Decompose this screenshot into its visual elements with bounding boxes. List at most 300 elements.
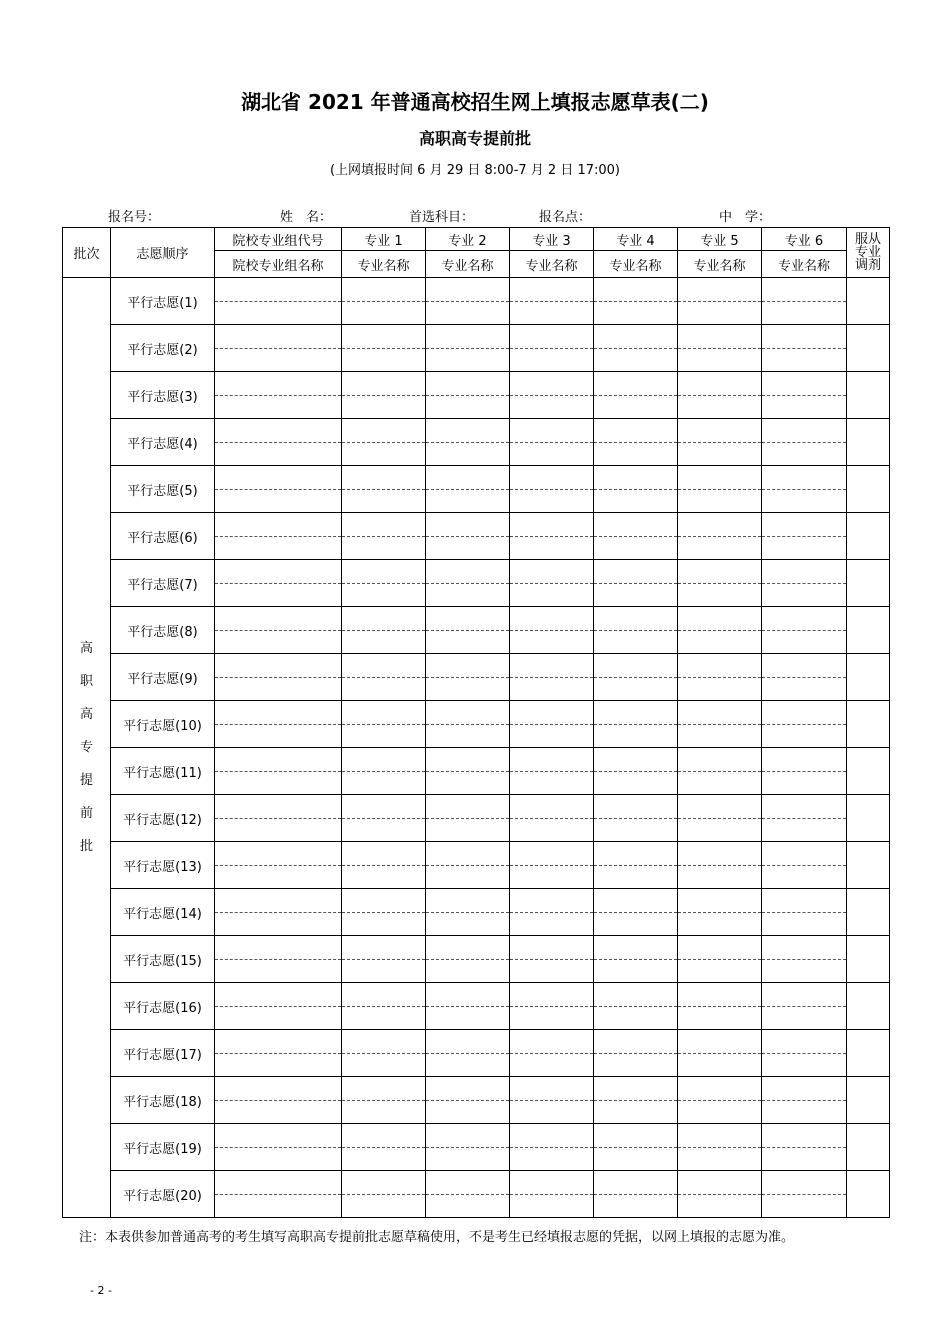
batch-char: 前 (79, 806, 93, 821)
major-entry-cell[interactable] (342, 1171, 426, 1218)
adjustment-cell[interactable] (847, 325, 890, 372)
major-entry-cell[interactable] (594, 1171, 678, 1218)
entry-area (678, 278, 761, 324)
major-entry-cell[interactable] (510, 748, 594, 795)
entry-area (215, 654, 341, 700)
major-entry-cell[interactable] (510, 419, 594, 466)
divider (678, 442, 761, 443)
major-entry-cell[interactable] (426, 1030, 510, 1077)
adjustment-cell[interactable] (847, 936, 890, 983)
entry-area (594, 842, 677, 888)
major-entry-cell[interactable] (678, 795, 762, 842)
major-entry-cell[interactable] (762, 1171, 847, 1218)
adjustment-cell[interactable] (847, 466, 890, 513)
adjustment-cell[interactable] (847, 1171, 890, 1218)
major-entry-cell[interactable] (510, 325, 594, 372)
major-3-header: 专业 3 (510, 228, 594, 251)
divider (342, 536, 425, 537)
adjustment-cell[interactable] (847, 748, 890, 795)
entry-area (678, 983, 761, 1029)
divider (678, 1053, 761, 1054)
divider (342, 1100, 425, 1101)
entry-area (762, 278, 846, 324)
major-entry-cell[interactable] (426, 842, 510, 889)
entry-area (426, 795, 509, 841)
table-row (63, 1077, 890, 1124)
entry-area (426, 607, 509, 653)
entry-area (762, 466, 846, 512)
major-entry-cell[interactable] (762, 1030, 847, 1077)
entry-area (594, 983, 677, 1029)
major-5-header: 专业 5 (678, 228, 762, 251)
divider (342, 1006, 425, 1007)
major-entry-cell[interactable] (762, 466, 847, 513)
major-entry-cell[interactable] (594, 795, 678, 842)
major-entry-cell[interactable] (762, 1077, 847, 1124)
divider (215, 959, 341, 960)
major-entry-cell[interactable] (426, 607, 510, 654)
group-entry-cell[interactable] (215, 1077, 342, 1124)
adjustment-cell[interactable] (847, 842, 890, 889)
entry-area (594, 889, 677, 935)
divider (594, 1053, 677, 1054)
major-entry-cell[interactable] (678, 372, 762, 419)
entry-area (678, 654, 761, 700)
divider (215, 630, 341, 631)
entry-area (510, 325, 593, 371)
major-entry-cell[interactable] (510, 560, 594, 607)
divider (510, 865, 593, 866)
entry-area (678, 513, 761, 559)
group-entry-cell[interactable] (215, 983, 342, 1030)
major-entry-cell[interactable] (594, 1030, 678, 1077)
divider (342, 1194, 425, 1195)
group-entry-cell[interactable] (215, 701, 342, 748)
group-entry-cell[interactable] (215, 1171, 342, 1218)
entry-area (762, 701, 846, 747)
adjustment-cell[interactable] (847, 983, 890, 1030)
major-entry-cell[interactable] (510, 1124, 594, 1171)
entry-area (678, 1171, 761, 1217)
major-entry-cell[interactable] (426, 372, 510, 419)
divider (342, 959, 425, 960)
adjustment-header (847, 228, 890, 278)
group-entry-cell[interactable] (215, 936, 342, 983)
major-entry-cell[interactable] (510, 278, 594, 325)
divider (762, 1147, 846, 1148)
order-label: 平行志愿(3) (111, 372, 215, 419)
group-entry-cell[interactable] (215, 560, 342, 607)
entry-area (762, 654, 846, 700)
divider (426, 1100, 509, 1101)
major-entry-cell[interactable] (762, 607, 847, 654)
form-subtitle: 高职高专提前批 (418, 129, 531, 148)
group-name-header: 院校专业组名称 (215, 251, 342, 278)
adjustment-cell[interactable] (847, 795, 890, 842)
major-entry-cell[interactable] (678, 936, 762, 983)
order-header: 志愿顺序 (111, 228, 215, 278)
entry-area (594, 748, 677, 794)
major-6-header: 专业 6 (762, 228, 847, 251)
divider (342, 912, 425, 913)
major-entry-cell[interactable] (342, 372, 426, 419)
divider (426, 677, 509, 678)
divider (215, 395, 341, 396)
entry-area (342, 842, 425, 888)
order-label: 平行志愿(12) (111, 795, 215, 842)
major-entry-cell[interactable] (678, 513, 762, 560)
major-entry-cell[interactable] (594, 372, 678, 419)
major-entry-cell[interactable] (426, 701, 510, 748)
adjustment-cell[interactable] (847, 1030, 890, 1077)
major-entry-cell[interactable] (342, 419, 426, 466)
adjustment-cell[interactable] (847, 419, 890, 466)
entry-area (426, 983, 509, 1029)
major-entry-cell[interactable] (510, 654, 594, 701)
major-entry-cell[interactable] (342, 701, 426, 748)
divider (594, 630, 677, 631)
major-entry-cell[interactable] (762, 372, 847, 419)
table-row (63, 419, 890, 466)
entry-area (215, 466, 341, 512)
major-entry-cell[interactable] (594, 654, 678, 701)
major-entry-cell[interactable] (762, 654, 847, 701)
major-entry-cell[interactable] (342, 1030, 426, 1077)
major-entry-cell[interactable] (594, 513, 678, 560)
submission-time-note: (上网填报时间 6 月 29 日 8:00-7 月 2 日 17:00) (329, 163, 621, 178)
entry-area (678, 795, 761, 841)
major-entry-cell[interactable] (678, 1124, 762, 1171)
header-row-top (63, 228, 890, 251)
major-entry-cell[interactable] (762, 842, 847, 889)
major-entry-cell[interactable] (426, 560, 510, 607)
major-entry-cell[interactable] (678, 325, 762, 372)
major-entry-cell[interactable] (426, 513, 510, 560)
entry-area (594, 936, 677, 982)
divider (594, 677, 677, 678)
adjustment-cell[interactable] (847, 889, 890, 936)
group-entry-cell[interactable] (215, 748, 342, 795)
major-entry-cell[interactable] (594, 466, 678, 513)
major-entry-cell[interactable] (678, 654, 762, 701)
major-entry-cell[interactable] (510, 372, 594, 419)
entry-area (342, 983, 425, 1029)
major-entry-cell[interactable] (762, 889, 847, 936)
major-entry-cell[interactable] (678, 607, 762, 654)
divider (342, 1053, 425, 1054)
major-entry-cell[interactable] (678, 748, 762, 795)
major-entry-cell[interactable] (762, 795, 847, 842)
order-label: 平行志愿(17) (111, 1030, 215, 1077)
divider (762, 583, 846, 584)
divider (762, 959, 846, 960)
batch-header: 批次 (63, 228, 111, 278)
divider (426, 630, 509, 631)
group-entry-cell[interactable] (215, 795, 342, 842)
entry-area (342, 936, 425, 982)
entry-area (678, 607, 761, 653)
major-entry-cell[interactable] (678, 1171, 762, 1218)
major-entry-cell[interactable] (342, 278, 426, 325)
divider (342, 818, 425, 819)
divider (215, 348, 341, 349)
adjustment-cell[interactable] (847, 278, 890, 325)
group-entry-cell[interactable] (215, 654, 342, 701)
major-entry-cell[interactable] (510, 1030, 594, 1077)
divider (510, 1006, 593, 1007)
divider (215, 442, 341, 443)
divider (215, 771, 341, 772)
major-entry-cell[interactable] (594, 983, 678, 1030)
entry-area (678, 889, 761, 935)
entry-area (426, 419, 509, 465)
major-entry-cell[interactable] (510, 466, 594, 513)
divider (342, 583, 425, 584)
adjustment-cell[interactable] (847, 654, 890, 701)
order-label: 平行志愿(15) (111, 936, 215, 983)
major-entry-cell[interactable] (678, 419, 762, 466)
divider (342, 724, 425, 725)
major-entry-cell[interactable] (342, 748, 426, 795)
divider (678, 1006, 761, 1007)
major-entry-cell[interactable] (762, 419, 847, 466)
divider (510, 912, 593, 913)
divider (215, 536, 341, 537)
major-entry-cell[interactable] (426, 466, 510, 513)
entry-area (510, 607, 593, 653)
divider (215, 1053, 341, 1054)
table-row (63, 654, 890, 701)
major-entry-cell[interactable] (342, 1077, 426, 1124)
entry-area (510, 654, 593, 700)
major-entry-cell[interactable] (594, 1077, 678, 1124)
major-entry-cell[interactable] (342, 842, 426, 889)
divider (510, 818, 593, 819)
major-entry-cell[interactable] (426, 936, 510, 983)
entry-area (678, 701, 761, 747)
divider (678, 348, 761, 349)
divider (594, 818, 677, 819)
major-entry-cell[interactable] (426, 889, 510, 936)
major-entry-cell[interactable] (510, 983, 594, 1030)
divider (678, 536, 761, 537)
group-entry-cell[interactable] (215, 513, 342, 560)
adjustment-cell[interactable] (847, 1124, 890, 1171)
major-entry-cell[interactable] (342, 983, 426, 1030)
divider (426, 818, 509, 819)
entry-area (594, 513, 677, 559)
entry-area (426, 1171, 509, 1217)
divider (342, 489, 425, 490)
major-entry-cell[interactable] (762, 1124, 847, 1171)
divider (342, 348, 425, 349)
group-entry-cell[interactable] (215, 325, 342, 372)
major-entry-cell[interactable] (762, 560, 847, 607)
major-entry-cell[interactable] (678, 983, 762, 1030)
divider (678, 677, 761, 678)
major-entry-cell[interactable] (594, 419, 678, 466)
major-entry-cell[interactable] (342, 325, 426, 372)
entry-area (762, 607, 846, 653)
major-entry-cell[interactable] (342, 795, 426, 842)
major-entry-cell[interactable] (594, 889, 678, 936)
entry-area (510, 419, 593, 465)
group-entry-cell[interactable] (215, 466, 342, 513)
entry-area (215, 278, 341, 324)
entry-area (510, 1030, 593, 1076)
group-entry-cell[interactable] (215, 1124, 342, 1171)
group-entry-cell[interactable] (215, 372, 342, 419)
major-entry-cell[interactable] (678, 466, 762, 513)
major-entry-cell[interactable] (426, 795, 510, 842)
major-entry-cell[interactable] (510, 513, 594, 560)
divider (426, 865, 509, 866)
entry-area (678, 748, 761, 794)
major-entry-cell[interactable] (342, 889, 426, 936)
divider (594, 301, 677, 302)
major-entry-cell[interactable] (426, 1077, 510, 1124)
table-row (63, 372, 890, 419)
major-entry-cell[interactable] (762, 748, 847, 795)
entry-area (762, 513, 846, 559)
divider (215, 583, 341, 584)
adjustment-cell[interactable] (847, 372, 890, 419)
major-entry-cell[interactable] (510, 842, 594, 889)
major-entry-cell[interactable] (426, 1124, 510, 1171)
divider (215, 912, 341, 913)
group-entry-cell[interactable] (215, 842, 342, 889)
major-entry-cell[interactable] (678, 1077, 762, 1124)
major-entry-cell[interactable] (342, 560, 426, 607)
major-entry-cell[interactable] (762, 936, 847, 983)
divider (762, 1100, 846, 1101)
order-label: 平行志愿(5) (111, 466, 215, 513)
major-entry-cell[interactable] (426, 654, 510, 701)
divider (215, 1100, 341, 1101)
major-entry-cell[interactable] (510, 701, 594, 748)
major-4-header: 专业 4 (594, 228, 678, 251)
entry-area (594, 1124, 677, 1170)
major-entry-cell[interactable] (342, 466, 426, 513)
entry-area (215, 842, 341, 888)
adjustment-cell[interactable] (847, 560, 890, 607)
major-entry-cell[interactable] (678, 278, 762, 325)
divider (594, 865, 677, 866)
major-entry-cell[interactable] (426, 748, 510, 795)
major-entry-cell[interactable] (762, 278, 847, 325)
entry-area (215, 1124, 341, 1170)
entry-area (215, 1030, 341, 1076)
major-entry-cell[interactable] (426, 278, 510, 325)
registration-site-label: 报名点： (539, 210, 592, 225)
entry-area (426, 466, 509, 512)
group-entry-cell[interactable] (215, 607, 342, 654)
divider (510, 630, 593, 631)
entry-area (594, 325, 677, 371)
group-entry-cell[interactable] (215, 889, 342, 936)
major-entry-cell[interactable] (594, 325, 678, 372)
entry-area (594, 795, 677, 841)
major-entry-cell[interactable] (426, 419, 510, 466)
major-1-header: 专业 1 (342, 228, 426, 251)
entry-area (215, 936, 341, 982)
major-entry-cell[interactable] (762, 513, 847, 560)
major-entry-cell[interactable] (510, 889, 594, 936)
table-row (63, 983, 890, 1030)
divider (594, 1147, 677, 1148)
major-entry-cell[interactable] (678, 701, 762, 748)
major-entry-cell[interactable] (594, 278, 678, 325)
major-entry-cell[interactable] (594, 842, 678, 889)
divider (594, 489, 677, 490)
table-row (63, 466, 890, 513)
major-entry-cell[interactable] (510, 1171, 594, 1218)
group-entry-cell[interactable] (215, 1030, 342, 1077)
major-entry-cell[interactable] (510, 795, 594, 842)
adjustment-cell[interactable] (847, 1077, 890, 1124)
major-entry-cell[interactable] (426, 325, 510, 372)
order-label: 平行志愿(2) (111, 325, 215, 372)
entry-area (762, 936, 846, 982)
major-entry-cell[interactable] (762, 983, 847, 1030)
adjustment-cell[interactable] (847, 513, 890, 560)
entry-area (426, 372, 509, 418)
major-entry-cell[interactable] (594, 701, 678, 748)
major-entry-cell[interactable] (594, 936, 678, 983)
major-entry-cell[interactable] (510, 936, 594, 983)
table-row (63, 748, 890, 795)
major-entry-cell[interactable] (678, 889, 762, 936)
divider (762, 818, 846, 819)
divider (426, 348, 509, 349)
major-entry-cell[interactable] (510, 607, 594, 654)
major-entry-cell[interactable] (426, 983, 510, 1030)
major-entry-cell[interactable] (594, 1124, 678, 1171)
major-entry-cell[interactable] (762, 701, 847, 748)
divider (342, 630, 425, 631)
major-entry-cell[interactable] (594, 560, 678, 607)
table-row (63, 936, 890, 983)
major-entry-cell[interactable] (426, 1171, 510, 1218)
divider (342, 771, 425, 772)
group-entry-cell[interactable] (215, 278, 342, 325)
major-entry-cell[interactable] (342, 607, 426, 654)
major-entry-cell[interactable] (678, 560, 762, 607)
major-entry-cell[interactable] (594, 748, 678, 795)
entry-area (594, 466, 677, 512)
adjustment-cell[interactable] (847, 701, 890, 748)
name-label: 姓 名： (280, 210, 333, 225)
major-entry-cell[interactable] (342, 513, 426, 560)
major-entry-cell[interactable] (342, 654, 426, 701)
entry-area (762, 419, 846, 465)
divider (678, 771, 761, 772)
major-entry-cell[interactable] (678, 842, 762, 889)
adjustment-cell[interactable] (847, 607, 890, 654)
major-entry-cell[interactable] (510, 1077, 594, 1124)
major-entry-cell[interactable] (342, 936, 426, 983)
major-name-header: 专业名称 (678, 251, 762, 278)
divider (215, 489, 341, 490)
group-entry-cell[interactable] (215, 419, 342, 466)
entry-area (215, 325, 341, 371)
major-entry-cell[interactable] (594, 607, 678, 654)
major-entry-cell[interactable] (342, 1124, 426, 1171)
divider (678, 583, 761, 584)
major-entry-cell[interactable] (762, 325, 847, 372)
major-entry-cell[interactable] (678, 1030, 762, 1077)
divider (678, 1100, 761, 1101)
